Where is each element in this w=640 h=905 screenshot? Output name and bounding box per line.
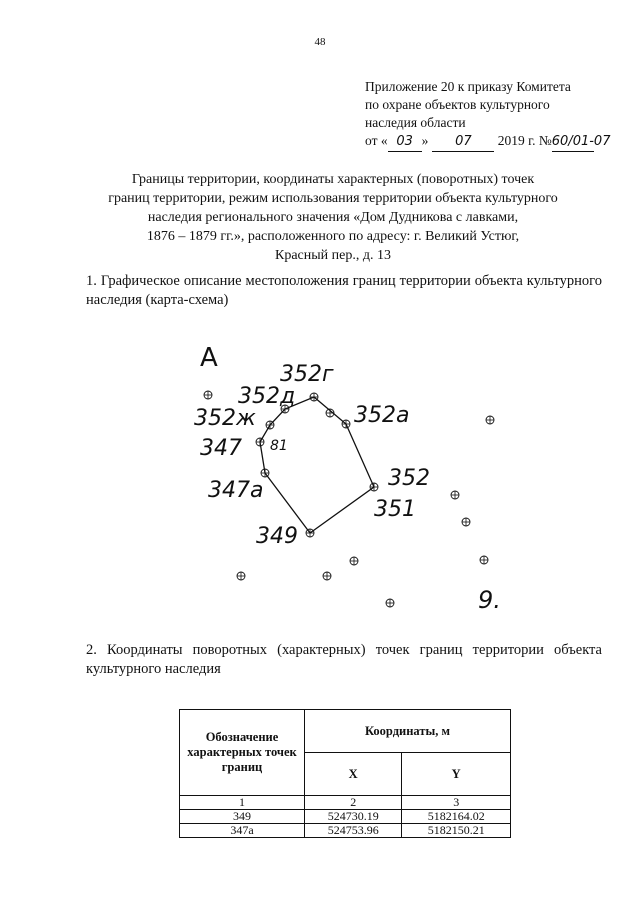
point-label-9: 9. bbox=[478, 586, 501, 614]
point-label-352: 352 bbox=[388, 466, 430, 491]
point-label-352d: 352д bbox=[238, 384, 296, 409]
coordinates-table bbox=[179, 709, 511, 838]
date-prefix: от « bbox=[365, 133, 388, 148]
date-year: 2019 г. № bbox=[497, 133, 552, 148]
appendix-line-3: наследия области bbox=[365, 115, 466, 130]
column-number: 1 bbox=[180, 796, 305, 810]
point-label-352a: 352а bbox=[354, 403, 410, 428]
point-label-351: 351 bbox=[374, 497, 416, 522]
table-row bbox=[180, 810, 511, 824]
date-mid: » bbox=[421, 133, 429, 148]
order-number: 60/01-07 bbox=[552, 133, 594, 152]
title-line-3: наследия регионального значения «Дом Дудникова с лавками, bbox=[147, 210, 519, 225]
title-line-2: границ территории, режим использования территории объекта культурного bbox=[108, 191, 558, 206]
point-label-352zh: 352ж bbox=[194, 406, 256, 431]
date-day: 03 bbox=[388, 133, 422, 152]
cell-y: 5182150.21 bbox=[402, 824, 511, 838]
header-x: X bbox=[305, 753, 402, 796]
page-number: 48 bbox=[314, 36, 326, 48]
cell-x: 524730.19 bbox=[305, 810, 402, 824]
boundary-map bbox=[180, 330, 520, 620]
section-1-heading: 1. Графическое описание местоположения границ территории объекта культурного наследия (карта-схема) bbox=[86, 273, 602, 308]
column-number: 2 bbox=[305, 796, 402, 810]
section-2-heading: 2. Координаты поворотных (характерных) точек границ территории объекта культурного наследия bbox=[86, 642, 602, 677]
appendix-date-line bbox=[365, 132, 635, 152]
table-row bbox=[180, 824, 511, 838]
point-label-349: 349 bbox=[256, 524, 298, 549]
cell-point: 349 bbox=[180, 810, 305, 824]
point-label-347a: 347а bbox=[208, 478, 264, 503]
header-coordinates: Координаты, м bbox=[305, 710, 511, 753]
point-label-347: 347 bbox=[200, 436, 242, 461]
title-line-1: Границы территории, координаты характерных (поворотных) точек bbox=[131, 172, 535, 187]
header-y: Y bbox=[402, 753, 511, 796]
cell-point: 347а bbox=[180, 824, 305, 838]
cell-x: 524753.96 bbox=[305, 824, 402, 838]
appendix-line-1: Приложение 20 к приказу Комитета bbox=[365, 79, 571, 94]
appendix-line-2: по охране объектов культурного bbox=[365, 97, 550, 112]
block-label: А bbox=[200, 343, 218, 373]
appendix-header bbox=[365, 78, 635, 152]
point-label-352g: 352г bbox=[280, 362, 334, 387]
column-numbering-row bbox=[180, 796, 511, 810]
title-line-5: Красный пер., д. 13 bbox=[275, 248, 391, 263]
point-label-81: 81 bbox=[270, 438, 288, 454]
header-designation: Обозначение характерных точек границ bbox=[180, 710, 305, 796]
cell-y: 5182164.02 bbox=[402, 810, 511, 824]
date-month: 07 bbox=[432, 133, 494, 152]
document-title bbox=[88, 170, 578, 265]
column-number: 3 bbox=[402, 796, 511, 810]
title-line-4: 1876 – 1879 гг.», расположенного по адресу: г. Великий Устюг, bbox=[146, 229, 520, 244]
